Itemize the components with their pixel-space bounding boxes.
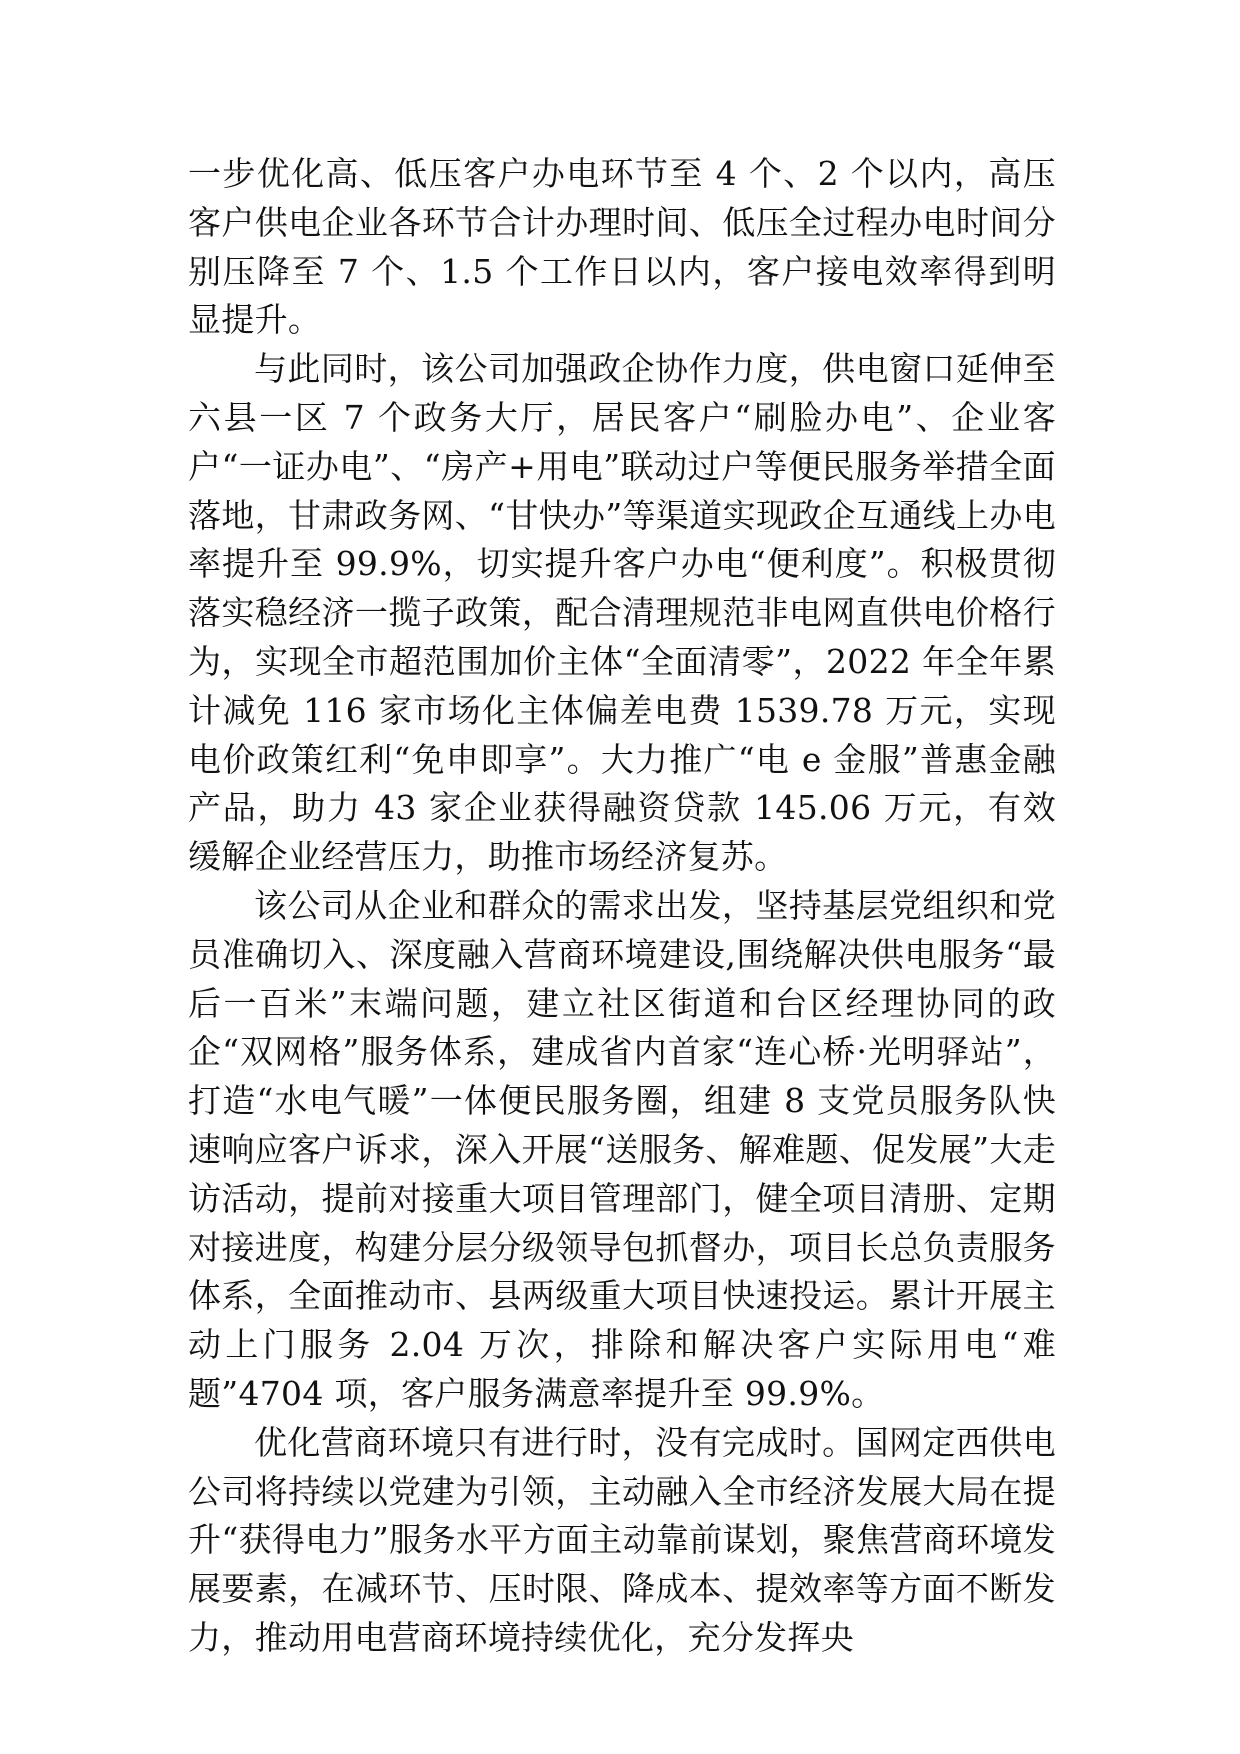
- paragraph-continuation: 一步优化高、低压客户办电环节至 4 个、2 个以内，高压客户供电企业各环节合计办理时间、低压全过程办电时间分别压降至 7 个、1.5 个工作日以内，客户接电效率得到明显提升。: [188, 154, 1056, 340]
- paragraph-party-service: 该公司从企业和群众的需求出发，坚持基层党组织和党员准确切入、深度融入营商环境建设,围绕解决供电服务“最后一百米”末端问题，建立社区街道和台区经理协同的政企“双网格”服务体系，建成省内首家“连心桥·光明驿站”，打造“水电气暖”一体便民服务圈，组建 8 支党员服务队快速响应客户诉求，深入开展“送服务、解难题、促发展”大走访活动，提前对接重大项目管理部门，健全项目清册、定期对接进度，构建分层分级领导包抓督办，项目长总负责服务体系，全面推动市、县两级重大项目快速投运。累计开展主动上门服务 2.04 万次，排除和解决客户实际用电“难题”4704 项，客户服务满意率提升至 99.9%。: [188, 885, 1056, 1413]
- paragraph-business-environment: 优化营商环境只有进行时，没有完成时。国网定西供电公司将持续以党建为引领，主动融入全市经济发展大局在提升“获得电力”服务水平方面主动靠前谋划，聚焦营商环境发展要素，在减环节、压时限、降成本、提效率等方面不断发力，推动用电营商环境持续优化，充分发挥央: [188, 1422, 1056, 1657]
- article-body: [188, 150, 1056, 1663]
- paragraph-government-cooperation: 与此同时，该公司加强政企协作力度，供电窗口延伸至六县一区 7 个政务大厅，居民客户“刷脸办电”、企业客户“一证办电”、“房产+用电”联动过户等便民服务举措全面落地，甘肃政务网、“甘快办”等渠道实现政企互通线上办电率提升至 99.9%，切实提升客户办电“便利度”。积极贯彻落实稳经济一揽子政策，配合清理规范非电网直供电价格行为，实现全市超范围加价主体“全面清零”，2022 年全年累计减免 116 家市场化主体偏差电费 1539.78 万元，实现电价政策红利“免申即享”。大力推广“电 e 金服”普惠金融产品，助力 43 家企业获得融资贷款 145.06 万元，有效缓解企业经营压力，助推市场经济复苏。: [188, 349, 1056, 877]
